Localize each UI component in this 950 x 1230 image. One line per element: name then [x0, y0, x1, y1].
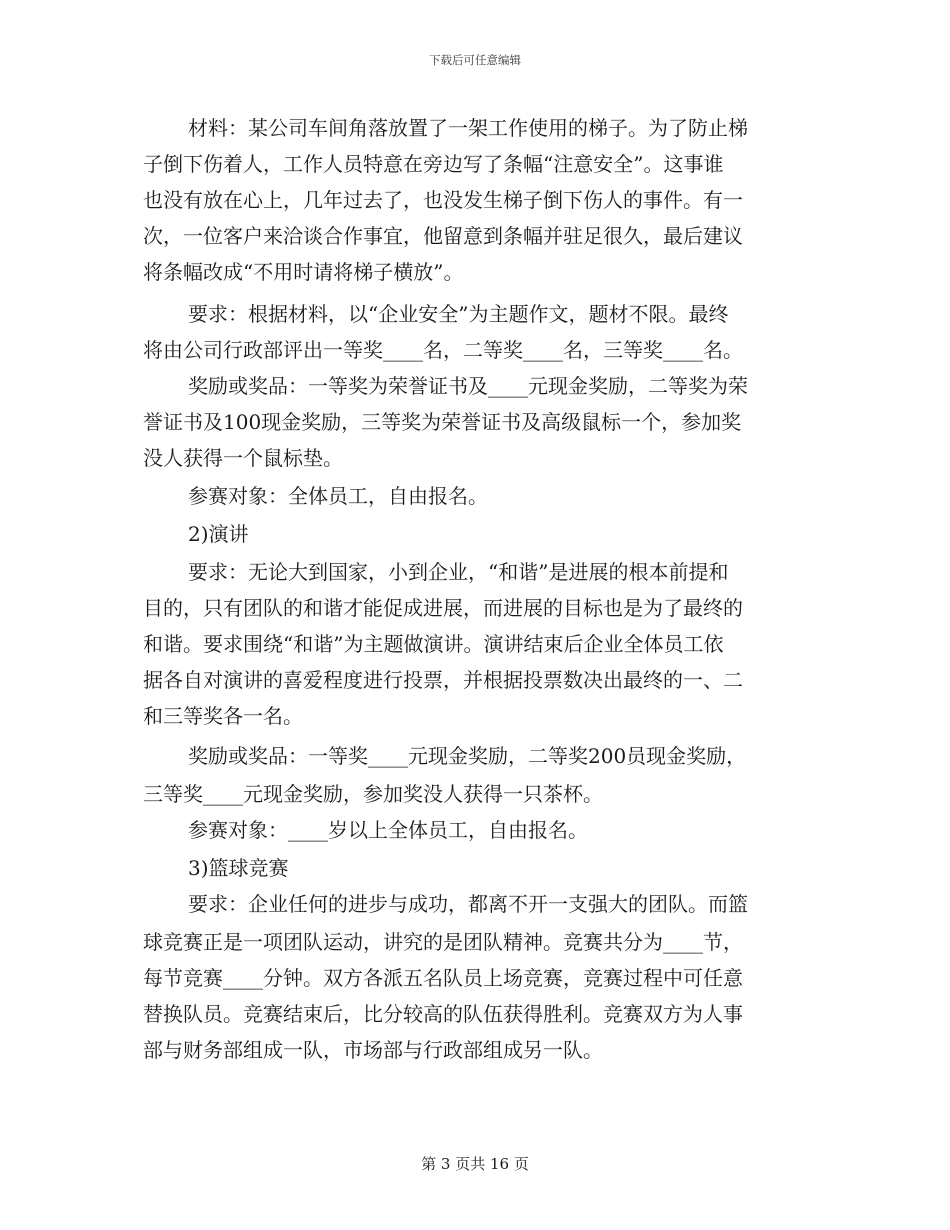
paragraph-line: 誉证书及100现金奖励，三等奖为荣誉证书及高级鼠标一个，参加奖	[143, 410, 742, 434]
paragraph-line: 据各自对演讲的喜爱程度进行投票，并根据投票数决出最终的一、二	[143, 668, 743, 692]
paragraph-line: 球竞赛正是一项团队运动，讲究的是团队精神。竞赛共分为____节，	[143, 930, 743, 954]
page-number: 第 3 页共 16 页	[421, 1155, 529, 1173]
paragraph-line: 要求：无论大到国家，小到企业，“和谐”是进展的根本前提和	[188, 560, 729, 584]
paragraph-line: 替换队员。竞赛结束后，比分较高的队伍获得胜利。竞赛双方为人事	[143, 1002, 743, 1026]
paragraph-line: 和三等奖各一名。	[143, 704, 303, 728]
paragraph-line: 要求：根据材料，以“企业安全”为主题作文，题材不限。最终	[188, 302, 729, 326]
paragraph-line: 子倒下伤着人，工作人员特意在旁边写了条幅“注意安全”。这事谁	[143, 152, 724, 176]
paragraph-line: 和谐。要求围绕“和谐”为主题做演讲。演讲结束后企业全体员工依	[143, 632, 724, 656]
paragraph-line: 参赛对象：____岁以上全体员工，自由报名。	[188, 818, 588, 842]
paragraph-line: 要求：企业任何的进步与成功，都离不开一支强大的团队。而篮	[188, 892, 748, 916]
paragraph-line: 没人获得一个鼠标垫。	[143, 446, 343, 470]
paragraph-line: 也没有放在心上，几年过去了，也没发生梯子倒下伤人的事件。有一	[143, 188, 743, 212]
paragraph-line: 材料：某公司车间角落放置了一架工作使用的梯子。为了防止梯	[188, 116, 748, 140]
paragraph-line: 将由公司行政部评出一等奖____名，二等奖____名，三等奖____名。	[143, 338, 743, 362]
section-heading: 2)演讲	[188, 522, 249, 546]
paragraph-line: 次，一位客户来洽谈合作事宜，他留意到条幅并驻足很久，最后建议	[143, 224, 743, 248]
page-header: 下载后可任意编辑	[429, 53, 521, 67]
paragraph-line: 奖励或奖品：一等奖为荣誉证书及____元现金奖励，二等奖为荣	[188, 374, 748, 398]
paragraph-line: 将条幅改成“不用时请将梯子横放”。	[143, 260, 464, 284]
paragraph-line: 三等奖____元现金奖励，参加奖没人获得一只茶杯。	[143, 782, 603, 806]
paragraph-line: 部与财务部组成一队，市场部与行政部组成另一队。	[143, 1038, 603, 1062]
paragraph-line: 目的，只有团队的和谐才能促成进展，而进展的目标也是为了最终的	[143, 596, 743, 620]
paragraph-line: 奖励或奖品：一等奖____元现金奖励，二等奖200员现金奖励，	[188, 744, 747, 768]
paragraph-line: 参赛对象：全体员工，自由报名。	[188, 484, 488, 508]
section-heading: 3)篮球竞赛	[188, 856, 289, 880]
paragraph-line: 每节竞赛____分钟。双方各派五名队员上场竞赛，竞赛过程中可任意	[143, 966, 743, 990]
